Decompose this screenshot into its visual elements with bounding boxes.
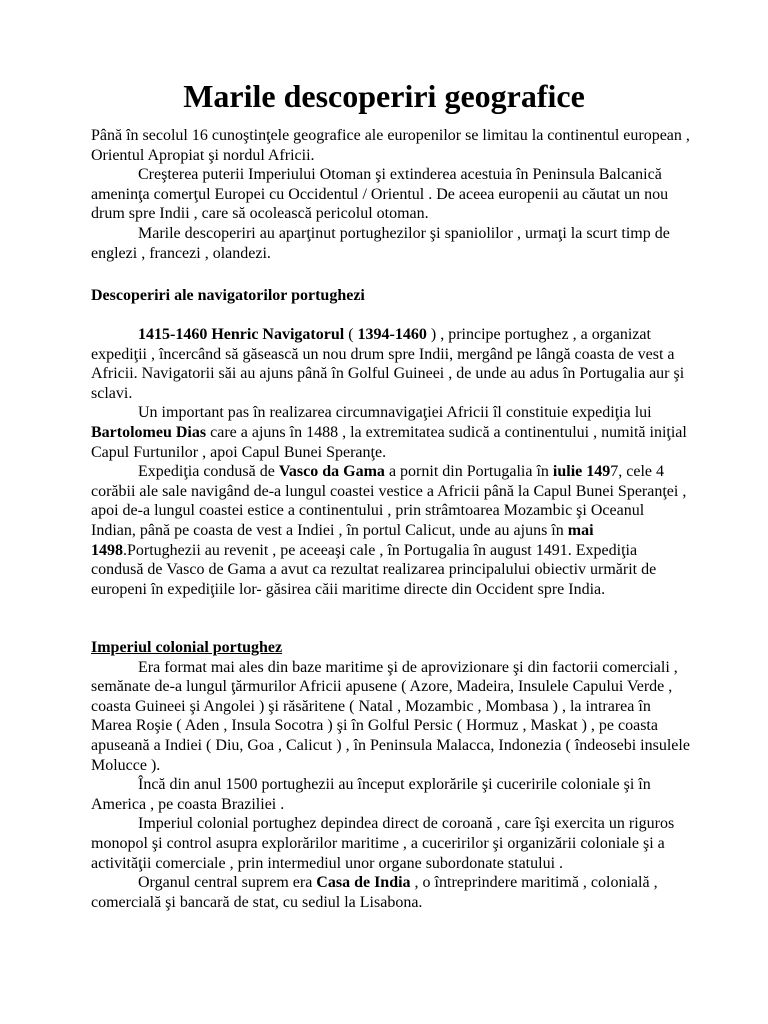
section-heading-colonial-empire: Imperiul colonial portughez [91,639,283,656]
text-run: Organul central suprem era [138,874,317,892]
intro-paragraph-2: Creşterea puterii Imperiului Otoman şi extinderea acestuia în Peninsula Balcanică ameninţa comerţul Europei cu Occidentul / Orientul . De aceea europenii au căutat un nou drum spre Indii , care să ocolească pericolul otoman. [91,166,669,223]
section-colonial-empire [91,638,691,912]
text-run: ( [344,326,358,343]
colonial-paragraph-3: Imperiul colonial portughez depindea direct de coroană , care îşi exercita un riguros monopol şi control asupra explorărilor maritime , a cuceririlor şi organizării coloniale şi a activităţii comerciale , prin intermediul unor organe subordonate statului . [91,815,675,872]
text-run: ) , principe portughez , a organizat expediţii , încercând să găsească un nou drum spre Indii, mergând pe lângă coasta de vest a Africii. Navigatorii săi au ajuns până în Golful Guineei , de unde au adus în Portugalia aur şi sclavi. [91,326,685,402]
bold-text: Casa de India [316,874,411,892]
bold-text: 1394-1460 [357,326,427,343]
bold-text: 1415-1460 Henric Navigatorul [138,326,345,343]
document-title: Marile descoperiri geografice [183,78,585,114]
text-run: , o întreprindere maritimă , colonială , comercială şi bancară de stat, cu sediul la Lisabona. [91,874,658,911]
bold-text: iulie 149 [552,463,611,481]
dias-paragraph [91,403,691,462]
bold-text: mai 1498 [91,521,594,559]
colonial-paragraph-4 [91,873,691,912]
text-run: Expediţia condusă de [138,463,279,481]
henric-paragraph [91,325,691,403]
bold-text: Vasco da Gama [278,463,385,481]
intro-paragraph-3: Marile descoperiri au aparţinut portughezilor şi spaniolilor , urmaţi la scurt timp de englezi , francezi , olandezi. [91,224,670,262]
intro-paragraph-1: Până în secolul 16 cunoştinţele geografice ale europenilor se limitau la continentul european , Orientul Apropiat şi nordul Africii. [91,127,690,164]
colonial-paragraph-2: Încă din anul 1500 portughezii au început explorările şi cuceririle coloniale şi în America , pe coasta Braziliei . [91,776,651,813]
section-portuguese-navigators [91,286,691,306]
intro-section [91,126,691,263]
text-run: Un important pas în realizarea circumnavigaţiei Africii îl constituie expediţia lui [138,404,652,422]
vasco-da-gama-paragraph [91,462,691,599]
bold-text: Bartolomeu Dias [91,423,207,441]
text-run: care a ajuns în 1488 , la extremitatea sudică a continentului , numită iniţial Capul Furtunilor , apoi Capul Bunei Speranţe. [91,423,687,461]
section-heading-navigators: Descoperiri ale navigatorilor portughezi [91,287,365,304]
colonial-paragraph-1: Era format mai ales din baze maritime şi de aprovizionare şi din factorii comerciali , semănate de-a lungul ţărmurilor Africii apusene ( Azore, Madeira, Insulele Capului Verde , coasta Guineei şi Angolei ) şi răsăritene ( Natal , Mozambic , Mombasa ) , la intrarea în Marea Roşie ( Aden , Insula Socotra ) şi în Golful Persic ( Hormuz , Maskat ) , pe coasta apuseană a Indiei ( Diu, Goa , Calicut ) , în Peninsula Malacca, Indonezia ( îndeosebi insulele Molucce ). [91,658,690,774]
navigators-body [91,325,691,599]
text-run: .Portughezii au revenit , pe aceeaşi cale , în Portugalia în august 1491. Expediţia condusă de Vasco de Gama a avut ca rezultat realizarea principalului obiectiv urmărit de europeni în expediţiile lor- găsirea căii maritime directe din Occident spre India. [91,541,657,598]
text-run: a pornit din Portugalia în [384,463,553,481]
text-run: 7, cele 4 corăbii ale sale navigând de-a lungul coastei vestice a Africii până la Capul Bunei Speranţei , apoi de-a lungul coastei estice a continentului , prin strâmtoarea Mozambic şi Oceanul Indian, până pe coasta de vest a Indiei , în portul Calicut, unde au ajuns în [91,463,687,539]
